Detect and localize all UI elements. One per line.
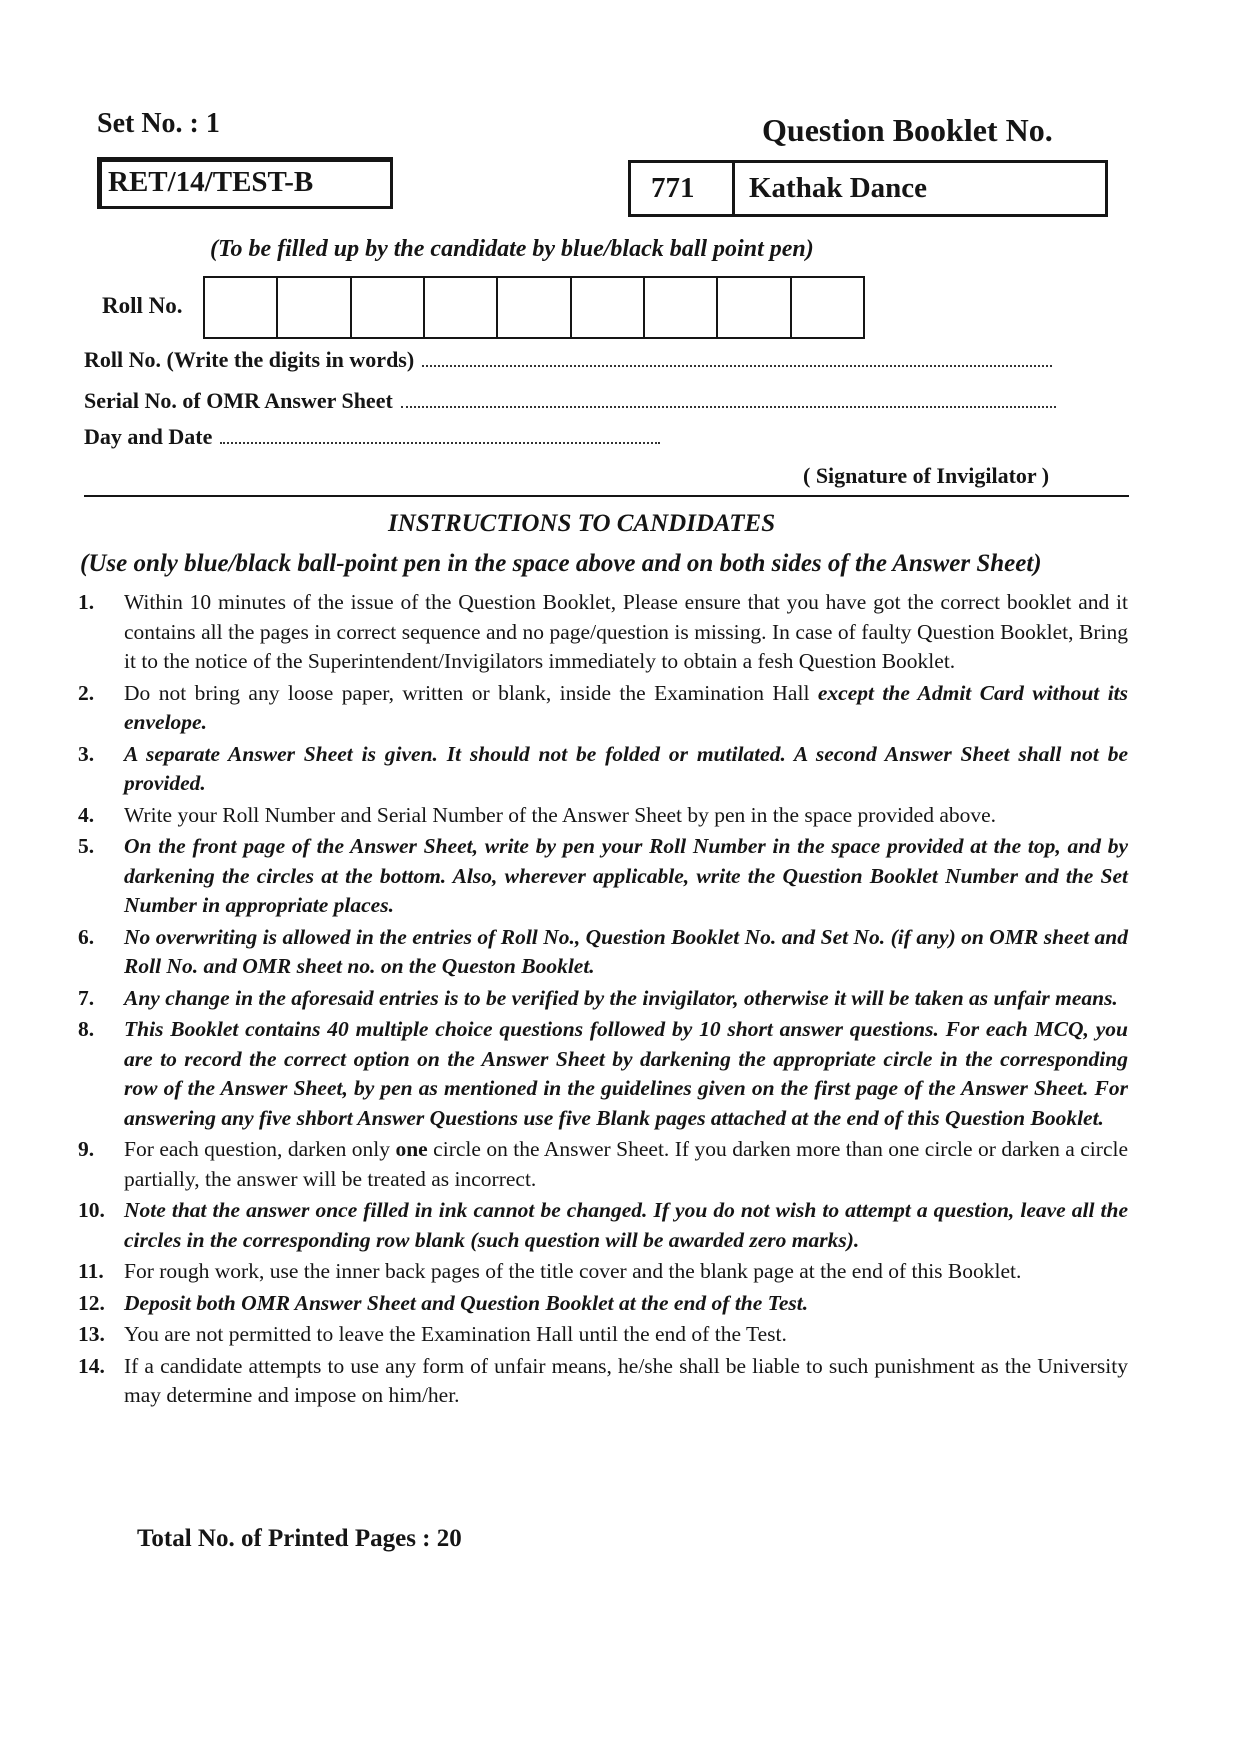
item-number: 12. xyxy=(78,1290,105,1315)
item-text-emphasis: except the Admit Card without its envelope. xyxy=(124,680,1129,734)
instruction-item xyxy=(78,984,1128,1014)
item-text: If a candidate attempts to use any form of unfair means, he/she shall be liable to such punishment as the University may determine and impose on him/her. xyxy=(124,1353,1128,1407)
instruction-item xyxy=(78,679,1128,738)
instruction-item xyxy=(78,801,1128,831)
total-pages: Total No. of Printed Pages : 20 xyxy=(137,1525,462,1552)
item-text: No overwriting is allowed in the entries of Roll No., Question Booklet No. and Set No. (if any) on OMR sheet and Roll No. and OMR sheet no. on the Queston Booklet. xyxy=(124,924,1128,978)
item-number: 13. xyxy=(78,1322,105,1346)
item-text: Any change in the aforesaid entries is to be verified by the invigilator, otherwise it will be taken as unfair means. xyxy=(124,985,1118,1010)
item-text xyxy=(124,1135,1128,1194)
roll-no-label: Roll No. xyxy=(102,293,183,318)
question-booklet-label: Question Booklet No. xyxy=(762,112,1053,148)
instruction-item xyxy=(78,1257,1128,1287)
item-number: 4. xyxy=(78,802,95,827)
instructions-subtitle: (Use only blue/black ball-point pen in the space above and on both sides of the Answer Sheet) xyxy=(80,550,1042,577)
instruction-item xyxy=(78,832,1128,921)
item-number: 9. xyxy=(78,1137,95,1161)
roll-digit-box[interactable] xyxy=(205,278,278,337)
omr-serial-field[interactable] xyxy=(401,390,1056,408)
roll-digit-box[interactable] xyxy=(425,278,498,337)
item-text-plain: For each question, darken only xyxy=(124,1137,391,1161)
item-number: 3. xyxy=(78,741,95,766)
roll-words-row xyxy=(84,347,1052,373)
instruction-item xyxy=(78,740,1128,799)
set-number: Set No. : 1 xyxy=(97,108,220,139)
fill-note: (To be filled up by the candidate by blue/black ball point pen) xyxy=(210,236,814,262)
item-number: 2. xyxy=(78,680,95,705)
roll-words-field[interactable] xyxy=(422,349,1052,367)
subject-name: Kathak Dance xyxy=(749,172,928,204)
roll-words-label: Roll No. (Write the digits in words) xyxy=(84,347,415,372)
instruction-item xyxy=(78,1015,1128,1133)
day-date-field[interactable] xyxy=(220,426,660,444)
roll-digit-box[interactable] xyxy=(498,278,571,337)
item-number: 1. xyxy=(78,590,95,614)
day-date-label: Day and Date xyxy=(84,424,213,449)
roll-digit-box[interactable] xyxy=(645,278,718,337)
item-text xyxy=(124,679,1128,738)
instruction-item xyxy=(78,1352,1128,1411)
roll-digit-box[interactable] xyxy=(718,278,791,337)
instruction-item xyxy=(78,1289,1128,1319)
item-number: 5. xyxy=(78,834,95,858)
roll-digit-box[interactable] xyxy=(352,278,425,337)
roll-digit-box[interactable] xyxy=(572,278,645,337)
instruction-item xyxy=(78,588,1128,677)
signature-label: ( Signature of Invigilator ) xyxy=(803,463,1050,488)
instruction-item xyxy=(78,1196,1128,1255)
omr-serial-label: Serial No. of OMR Answer Sheet xyxy=(84,388,393,413)
item-text: Deposit both OMR Answer Sheet and Question Booklet at the end of the Test. xyxy=(124,1290,809,1315)
item-number: 7. xyxy=(78,985,95,1010)
item-text: On the front page of the Answer Sheet, write by pen your Roll Number in the space provided at the top, and by darkening the circles at the bottom. Also, wherever applicable, write the Question Booklet Number and the Set Number in appropriate places. xyxy=(124,834,1128,917)
item-text: You are not permitted to leave the Examination Hall until the end of the Test. xyxy=(124,1322,787,1346)
divider xyxy=(84,495,1129,497)
roll-digit-box[interactable] xyxy=(278,278,351,337)
day-date-row xyxy=(84,424,660,450)
item-text-plain: Do not bring any loose paper, written or blank, inside the Examination Hall xyxy=(124,680,810,705)
item-text: Write your Roll Number and Serial Number of the Answer Sheet by pen in the space provided above. xyxy=(124,802,997,827)
item-number: 6. xyxy=(78,924,95,949)
instructions-list xyxy=(78,588,1128,1413)
item-text-plain: circle on the Answer Sheet. If you darken more than one circle or darken a circle partially, the answer will be treated as incorrect. xyxy=(124,1137,1129,1191)
item-text: For rough work, use the inner back pages of the title cover and the blank page at the end of this Booklet. xyxy=(124,1259,1022,1283)
item-text: Within 10 minutes of the issue of the Question Booklet, Please ensure that you have got the correct booklet and it contains all the pages in correct sequence and no page/question is missing. In case of faulty Question Booklet, Bring it to the notice of the Superintendent/Invigilators immediately to obtain a fesh Question Booklet. xyxy=(124,590,1128,673)
item-number: 11. xyxy=(78,1259,104,1283)
omr-serial-row xyxy=(84,388,1056,414)
test-code-box: RET/14/TEST-B xyxy=(97,157,393,209)
booklet-number: 771 xyxy=(631,163,735,214)
item-number: 8. xyxy=(78,1017,95,1041)
item-number: 10. xyxy=(78,1198,105,1222)
instruction-item xyxy=(78,923,1128,982)
item-text-strong: one xyxy=(395,1137,428,1161)
roll-no-boxes[interactable] xyxy=(203,276,865,339)
item-text: Note that the answer once filled in ink cannot be changed. If you do not wish to attempt a question, leave all the circles in the corresponding row blank (such question will be awarded zero marks). xyxy=(124,1198,1128,1252)
instruction-item xyxy=(78,1135,1128,1194)
roll-digit-box[interactable] xyxy=(792,278,863,337)
instructions-title: INSTRUCTIONS TO CANDIDATES xyxy=(388,510,776,537)
instruction-item xyxy=(78,1320,1128,1350)
question-booklet-box xyxy=(628,160,1108,217)
item-number: 14. xyxy=(78,1353,105,1378)
item-text: A separate Answer Sheet is given. It should not be folded or mutilated. A second Answer Sheet shall not be provided. xyxy=(124,741,1128,795)
item-text: This Booklet contains 40 multiple choice questions followed by 10 short answer questions. For each MCQ, you are to record the correct option on the Answer Sheet by darkening the appropriate circle in the corresponding row of the Answer Sheet, by pen as mentioned in the guidelines given on the first page of the Answer Sheet. For answering any five shbort Answer Questions use five Blank pages attached at the end of this Question Booklet. xyxy=(124,1017,1128,1130)
